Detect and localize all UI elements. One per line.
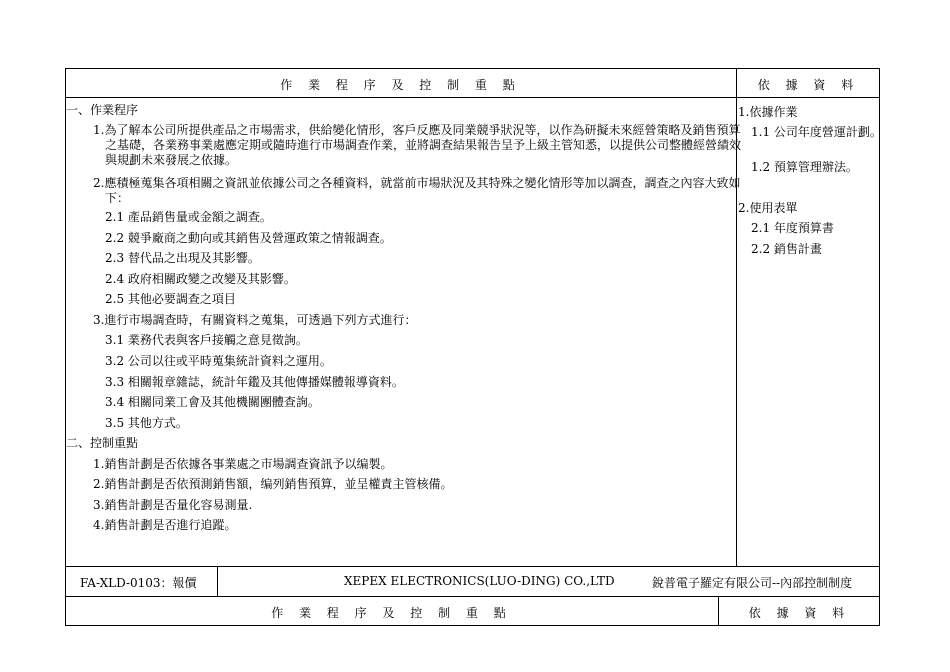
reference-section-1-title: 1.依據作業 [738, 105, 798, 119]
reference-item-1-1: 1.1 公司年度營運計劃。 [751, 125, 882, 139]
procedure-item-3-5: 3.5 其他方式。 [105, 416, 188, 430]
procedure-item-3-3: 3.3 相關報章雜誌，統計年鑑及其他傳播媒體報導資料。 [105, 375, 404, 389]
procedure-item-1: 1.為了解本公司所提供產品之市場需求，供給變化情形，客戶反應及同業競爭狀況等，以作為研擬未來經營策略及銷售預算之基礎，各業務事業處應定期或隨時進行市場調查作業，並將調查結果報告呈予上級主管知悉，以提供公司整體經營績效與規劃未來發展之依據。 [93, 123, 742, 167]
footer-top-divider [65, 566, 880, 567]
header-divider [65, 97, 880, 98]
section-procedure-title: 一、作業程序 [66, 103, 139, 117]
next-reference-column-title: 依 據 資 料 [748, 606, 851, 620]
reference-item-1-2: 1.2 預算管理辦法。 [751, 160, 858, 174]
procedure-item-2: 2.應積極蒐集各項相關之資訊並依據公司之各種資料，就當前市場狀況及其特殊之變化情形等加以調查，調查之內容大致如下： [93, 176, 741, 205]
company-name-english: XEPEX ELECTRONICS(LUO-DING) CO.,LTD [344, 574, 615, 588]
next-main-column-title: 作 業 程 序 及 控 制 重 點 [271, 606, 512, 620]
procedure-item-3-4: 3.4 相關同業工會及其他機關團體查詢。 [105, 395, 320, 409]
footer-code-divider [217, 566, 218, 596]
reference-section-2-title: 2.使用表單 [738, 201, 798, 215]
section-control-title: 二、控制重點 [66, 436, 139, 450]
company-name-chinese: 銳普電子羅定有限公司--內部控制制度 [652, 576, 853, 590]
reference-item-2-1: 2.1 年度預算書 [751, 221, 834, 235]
procedure-item-2-3: 2.3 替代品之出現及其影響。 [105, 251, 260, 265]
control-item-4: 4.銷售計劃是否進行追蹤。 [93, 518, 237, 532]
procedure-item-2-5: 2.5 其他必要調查之項目 [105, 292, 236, 306]
procedure-item-3-1: 3.1 業務代表與客戶接觸之意見徵詢。 [105, 333, 308, 347]
procedure-item-2-1: 2.1 產品銷售量或金額之調查。 [105, 210, 272, 224]
form-code: FA-XLD-0103：報價 [80, 576, 197, 590]
control-item-2: 2.銷售計劃是否依預測銷售額，编列銷售預算，並呈權責主管核備。 [93, 477, 453, 491]
control-item-3: 3.銷售計劃是否量化容易測量. [93, 498, 253, 512]
reference-column-title: 依 據 資 料 [757, 78, 860, 92]
footer-bottom-divider [65, 596, 880, 597]
procedure-item-2-2: 2.2 競爭廠商之動向或其銷售及營運政策之情報調查。 [105, 231, 392, 245]
reference-item-2-2: 2.2 銷售計畫 [751, 242, 822, 256]
control-item-1: 1.銷售計劃是否依據各事業處之市場調查資訊予以编製。 [93, 457, 393, 471]
main-column-title: 作 業 程 序 及 控 制 重 點 [280, 78, 521, 92]
procedure-item-3: 3.進行市場調查時，有關資料之蒐集，可透過下列方式進行： [93, 313, 417, 327]
procedure-item-2-4: 2.4 政府相關政變之改變及其影響。 [105, 272, 296, 286]
procedure-item-3-2: 3.2 公司以往或平時蒐集統計資料之運用。 [105, 354, 332, 368]
